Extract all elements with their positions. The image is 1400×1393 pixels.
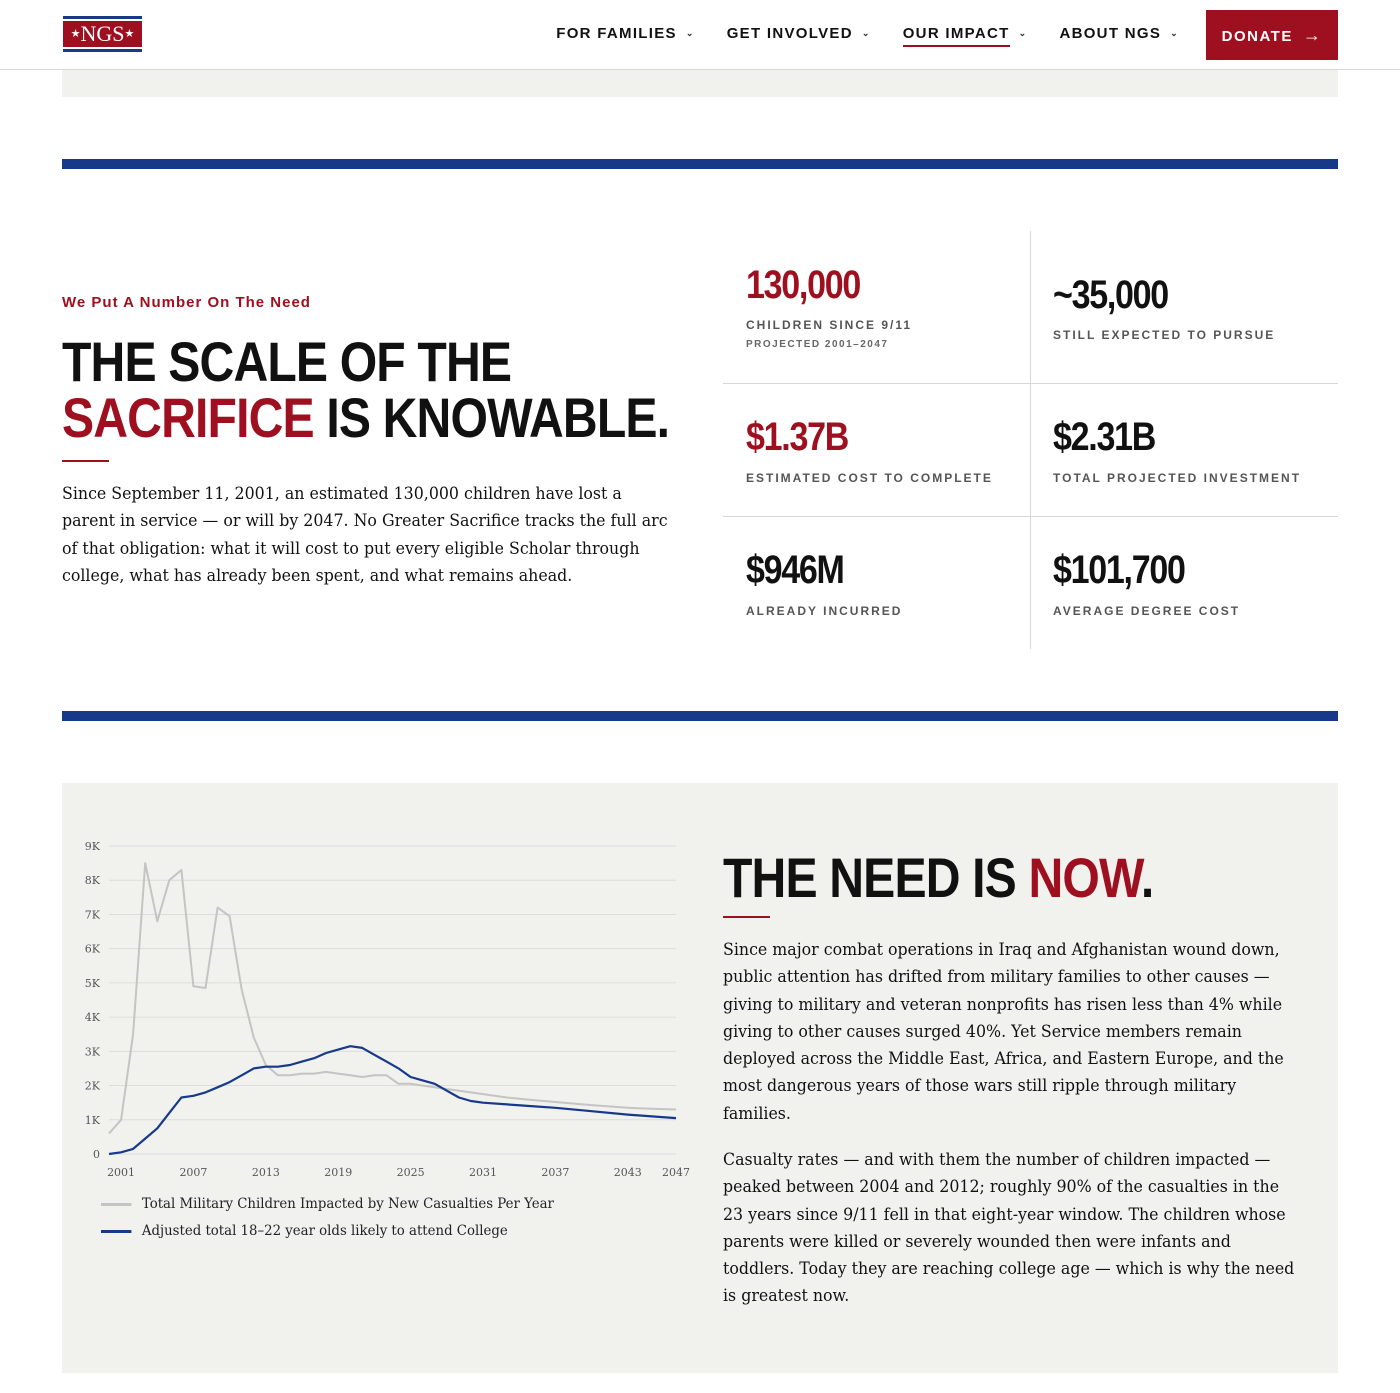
main-nav — [524, 25, 1179, 48]
need-title-suffix: . — [1140, 846, 1154, 909]
top-grey-band — [62, 70, 1338, 97]
chevron-down-icon: ⌄ — [685, 28, 695, 38]
y-tick-label: 1K — [84, 1113, 100, 1127]
x-tick-label: 2013 — [251, 1166, 280, 1179]
x-tick-label: 2019 — [324, 1166, 353, 1179]
nav-item-label: OUR IMPACT — [903, 25, 1010, 47]
y-tick-label: 7K — [84, 908, 100, 922]
x-tick-label: 2043 — [613, 1166, 642, 1179]
stats-grid — [723, 231, 1338, 649]
headline-line-2 — [62, 386, 670, 449]
legend-item-navy — [101, 1223, 508, 1239]
headline-red-word: SACRIFICE — [62, 386, 314, 449]
nav-item-label: GET INVOLVED — [726, 25, 853, 42]
headline-line-1: THE SCALE OF THE — [62, 330, 512, 393]
stat-label: TOTAL PROJECTED INVESTMENT — [1053, 471, 1302, 485]
donate-button[interactable] — [1206, 10, 1338, 60]
need-paragraph-2: Casualty rates — and with them the number of children impacted — peaked between 2004 and 2012; roughly 90% of the casualties in the 23 years since 9/11 fell in that eight-year window. The children whose parents were killed or severely wounded then were infants and toddlers. Today they are reaching college age — which is why the need is greatest now. — [723, 1150, 1295, 1307]
grid-divider — [1030, 231, 1031, 649]
legend-swatch — [101, 1230, 131, 1233]
x-tick-label: 2047 — [662, 1166, 690, 1179]
stat-label: CHILDREN SINCE 9/11 — [746, 318, 913, 332]
need-title-red: NOW — [1028, 846, 1141, 909]
y-tick-label: 6K — [84, 942, 100, 956]
nav-item-label: ABOUT NGS — [1059, 25, 1162, 42]
headline-rest: IS KNOWABLE. — [313, 386, 670, 449]
legend-label: Adjusted total 18–22 year olds likely to attend College — [141, 1223, 508, 1239]
nav-item-our-impact[interactable] — [903, 25, 1028, 48]
x-tick-label: 2037 — [541, 1166, 570, 1179]
stat-label: STILL EXPECTED TO PURSUE — [1053, 328, 1276, 342]
y-tick-label: 5K — [84, 976, 100, 990]
donate-label: DONATE — [1221, 28, 1293, 45]
series-line-college-attendees — [109, 1046, 676, 1154]
stat-label: ALREADY INCURRED — [746, 604, 903, 618]
section-divider — [62, 159, 1338, 169]
nav-item-label: FOR FAMILIES — [556, 25, 677, 42]
nav-item-about-ngs[interactable] — [1059, 25, 1179, 48]
chevron-down-icon: ⌄ — [1170, 28, 1179, 38]
logo-mark — [63, 21, 142, 47]
x-tick-label: 2031 — [468, 1166, 497, 1179]
nav-item-get-involved[interactable] — [727, 25, 871, 48]
arrow-right-icon: → — [1302, 25, 1323, 45]
y-tick-label: 4K — [84, 1011, 100, 1025]
section-divider — [62, 711, 1338, 721]
stat-value: $101,700 — [1053, 548, 1185, 592]
stat-sub: PROJECTED 2001–2047 — [746, 339, 889, 350]
accent-rule — [62, 460, 109, 462]
need-title-prefix: THE NEED IS — [723, 846, 1029, 909]
series-line-children-impacted — [109, 863, 676, 1133]
legend-label: Total Military Children Impacted by New Casualties Per Year — [141, 1196, 554, 1212]
stat-value: $2.31B — [1053, 415, 1155, 459]
y-tick-label: 3K — [84, 1045, 100, 1059]
need-paragraph-1: Since major combat operations in Iraq and Afghanistan wound down, public attention has drifted from military families to other causes — giving to military and veteran nonprofits has risen less than 4% while giving to other causes surged 40%. Yet Service members remain deployed across the Middle East, Africa, and Eastern Europe, and the most dangerous years of those wars still ripple through military families. — [723, 940, 1284, 1124]
chevron-down-icon: ⌄ — [861, 28, 871, 38]
legend-item-grey — [101, 1196, 554, 1212]
site-header — [0, 0, 1400, 70]
scale-headline — [62, 330, 670, 449]
y-tick-label: 9K — [84, 840, 100, 853]
grid-divider — [723, 516, 1338, 517]
star-icon: ★ — [70, 28, 81, 40]
y-tick-label: 2K — [84, 1079, 100, 1093]
ngs-logo[interactable] — [63, 16, 142, 52]
grid-divider — [723, 383, 1338, 384]
x-tick-label: 2025 — [396, 1166, 425, 1179]
stat-value: 130,000 — [746, 263, 860, 307]
x-tick-label: 2007 — [179, 1166, 208, 1179]
stat-label: AVERAGE DEGREE COST — [1053, 604, 1241, 618]
nav-item-for-families[interactable] — [556, 25, 694, 48]
scale-body: Since September 11, 2001, an estimated 130,000 children have lost a parent in service — or will by 2047. No Greater Sacrifice tracks the full arc of that obligation: what it will cost to put every eligible Scholar through college, what has already been spent, and what remains ahead. — [62, 484, 668, 586]
stat-value: ~35,000 — [1053, 273, 1168, 317]
scale-eyebrow: We Put A Number On The Need — [62, 294, 311, 311]
accent-rule — [723, 916, 770, 918]
stat-value: $946M — [746, 548, 844, 592]
casualty-chart — [62, 783, 702, 1203]
star-icon: ★ — [124, 28, 135, 40]
y-tick-label: 8K — [84, 874, 100, 888]
legend-swatch — [101, 1203, 131, 1206]
y-tick-label: 0 — [93, 1148, 100, 1161]
stat-value: $1.37B — [746, 415, 848, 459]
chevron-down-icon: ⌄ — [1018, 28, 1028, 38]
need-title — [723, 848, 1153, 908]
logo-text: NGS — [80, 21, 125, 46]
stat-label: ESTIMATED COST TO COMPLETE — [746, 471, 993, 485]
x-tick-label: 2001 — [107, 1166, 136, 1179]
